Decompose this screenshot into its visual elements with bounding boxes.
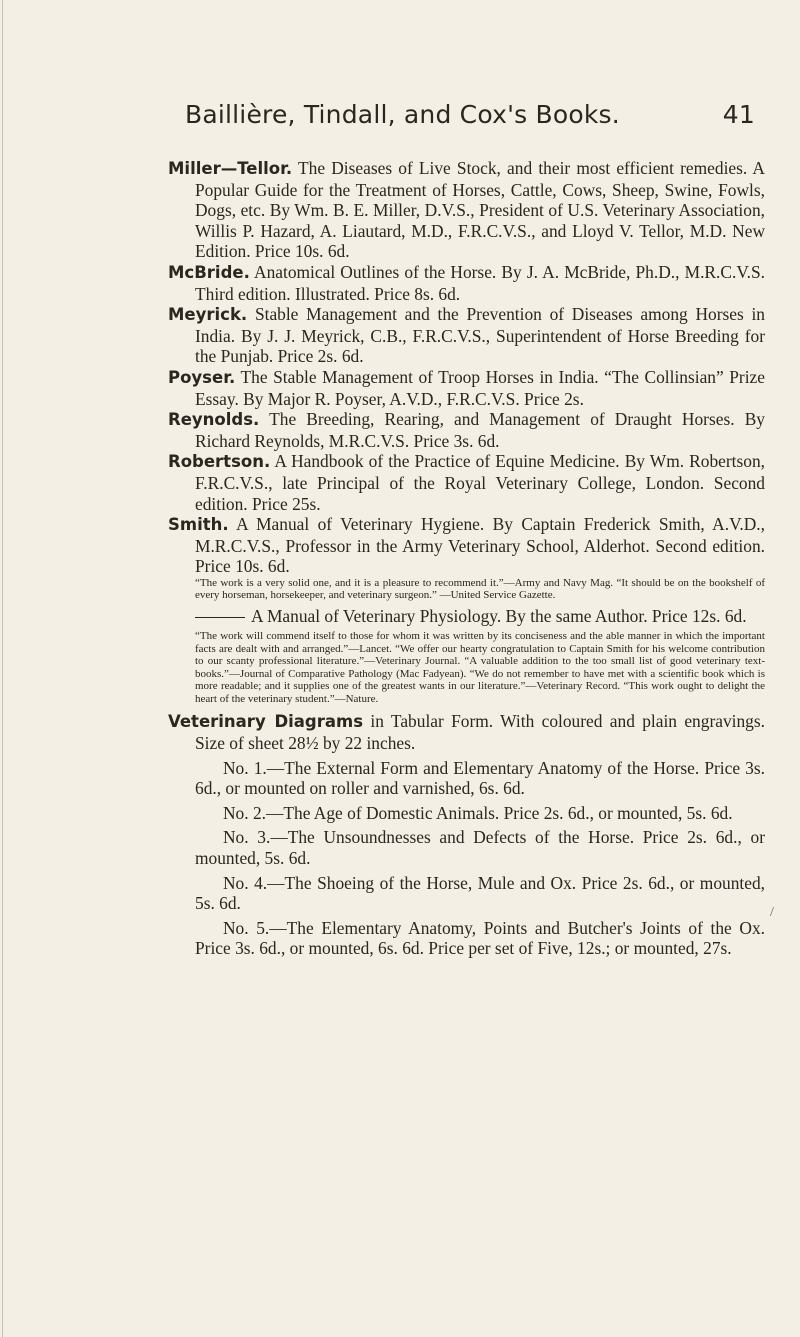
diagram-item: No. 3.—The Unsoundnesses and Defects of the Horse. Price 2s. 6d., or mounted, 5s. 6d. — [195, 827, 765, 869]
diagram-item: No. 1.—The External Form and Elementary Anatomy of the Horse. Price 3s. 6d., or mounted on roller and varnished, 6s. 6d. — [195, 757, 765, 799]
entry-miller: Miller—Tellor. The Diseases of Live Stock, and their most efficient remedies. A Popular Guide for the Treatment of Horses, Cattle, Cows, Sheep, Swine, Fowls, Dogs, etc. By Wm. B. E. Miller, D.V.S., President of U.S. Veterinary Association, Willis P. Hazard, A. Liautard, M.D., F.R.C.V.S., and Lloyd V. Tellor, M.D. New Edition. Price 10s. 6d. — [168, 158, 765, 262]
smith-review-quotes: “The work is a very solid one, and it is a pleasure to recommend it.”—Army and Navy Mag. “It should be on the bookshelf of every horseman, horsekeeper, and veterinary surgeon.” —United Service Gazette. — [195, 576, 765, 602]
physiology-review-quotes: “The work will commend itself to those for whom it was written by its conciseness and the able manner in which the important facts are dealt with and arranged.”—Lancet. “We offer our hearty congratulation to Captain Smith for his welcome contribution to our scanty professional literature.”—Veterinary Journal. “A valuable addition to the too small list of good veterinary text-books.”—Journal of Comparative Pathology (Mac Fadyean). “We do not remember to have met with a scientific book which is more readable; and it supplies one of the greatest wants in our literature.”—Veterinary Record. “This work ought to delight the heart of the veterinary student.”—Nature. — [195, 630, 765, 705]
entry-diagrams: Veterinary Diagrams in Tabular Form. With coloured and plain engravings. Size of sheet 28½ by 22 inches. — [168, 711, 765, 754]
diagram-item: No. 2.—The Age of Domestic Animals. Price 2s. 6d., or mounted, 5s. 6d. — [223, 802, 733, 823]
entry-smith: Smith. A Manual of Veterinary Hygiene. By Captain Frederick Smith, A.V.D., M.R.C.V.S., Professor in the Army Veterinary School, Alderhot. Second edition. Price 10s. 6d. — [168, 514, 765, 577]
margin-mark: / — [770, 905, 774, 920]
diagram-item: No. 4.—The Shoeing of the Horse, Mule and Ox. Price 2s. 6d., or mounted, 5s. 6d. — [195, 872, 765, 914]
page-header — [185, 100, 755, 129]
physiology-entry: A Manual of Veterinary Physiology. By the same Author. Price 12s. 6d. — [168, 606, 765, 627]
catalogue-listing — [168, 158, 765, 959]
page-edge-line — [2, 0, 3, 1337]
diagram-item: No. 5.—The Elementary Anatomy, Points and Butcher's Joints of the Ox. Price 3s. 6d., or mounted, 6s. 6d. Price per set of Five, 12s.; or mounted, 27s. — [195, 917, 765, 959]
ditto-dash — [195, 617, 245, 618]
header-title: Baillière, Tindall, and Cox's Books. — [185, 100, 620, 129]
entry-mcbride: McBride. Anatomical Outlines of the Horse. By J. A. McBride, Ph.D., M.R.C.V.S. Third edition. Illustrated. Price 8s. 6d. — [168, 261, 765, 304]
entry-reynolds: Reynolds. The Breeding, Rearing, and Management of Draught Horses. By Richard Reynolds, M.R.C.V.S. Price 3s. 6d. — [168, 409, 765, 451]
entry-meyrick: Meyrick. Stable Management and the Prevention of Diseases among Horses in India. By J. J. Meyrick, C.B., F.R.C.V.S., Superintendent of Horse Breeding for the Punjab. Price 2s. 6d. — [168, 304, 766, 367]
entry-poyser: Poyser. The Stable Management of Troop Horses in India. “The Collinsian” Prize Essay. By Major R. Poyser, A.V.D., F.R.C.V.S. Price 2s. — [168, 366, 765, 409]
page-number: 41 — [722, 100, 755, 129]
entry-robertson: Robertson. A Handbook of the Practice of Equine Medicine. By Wm. Robertson, F.R.C.V.S., late Principal of the Royal Veterinary College, London. Second edition. Price 25s. — [168, 451, 765, 514]
